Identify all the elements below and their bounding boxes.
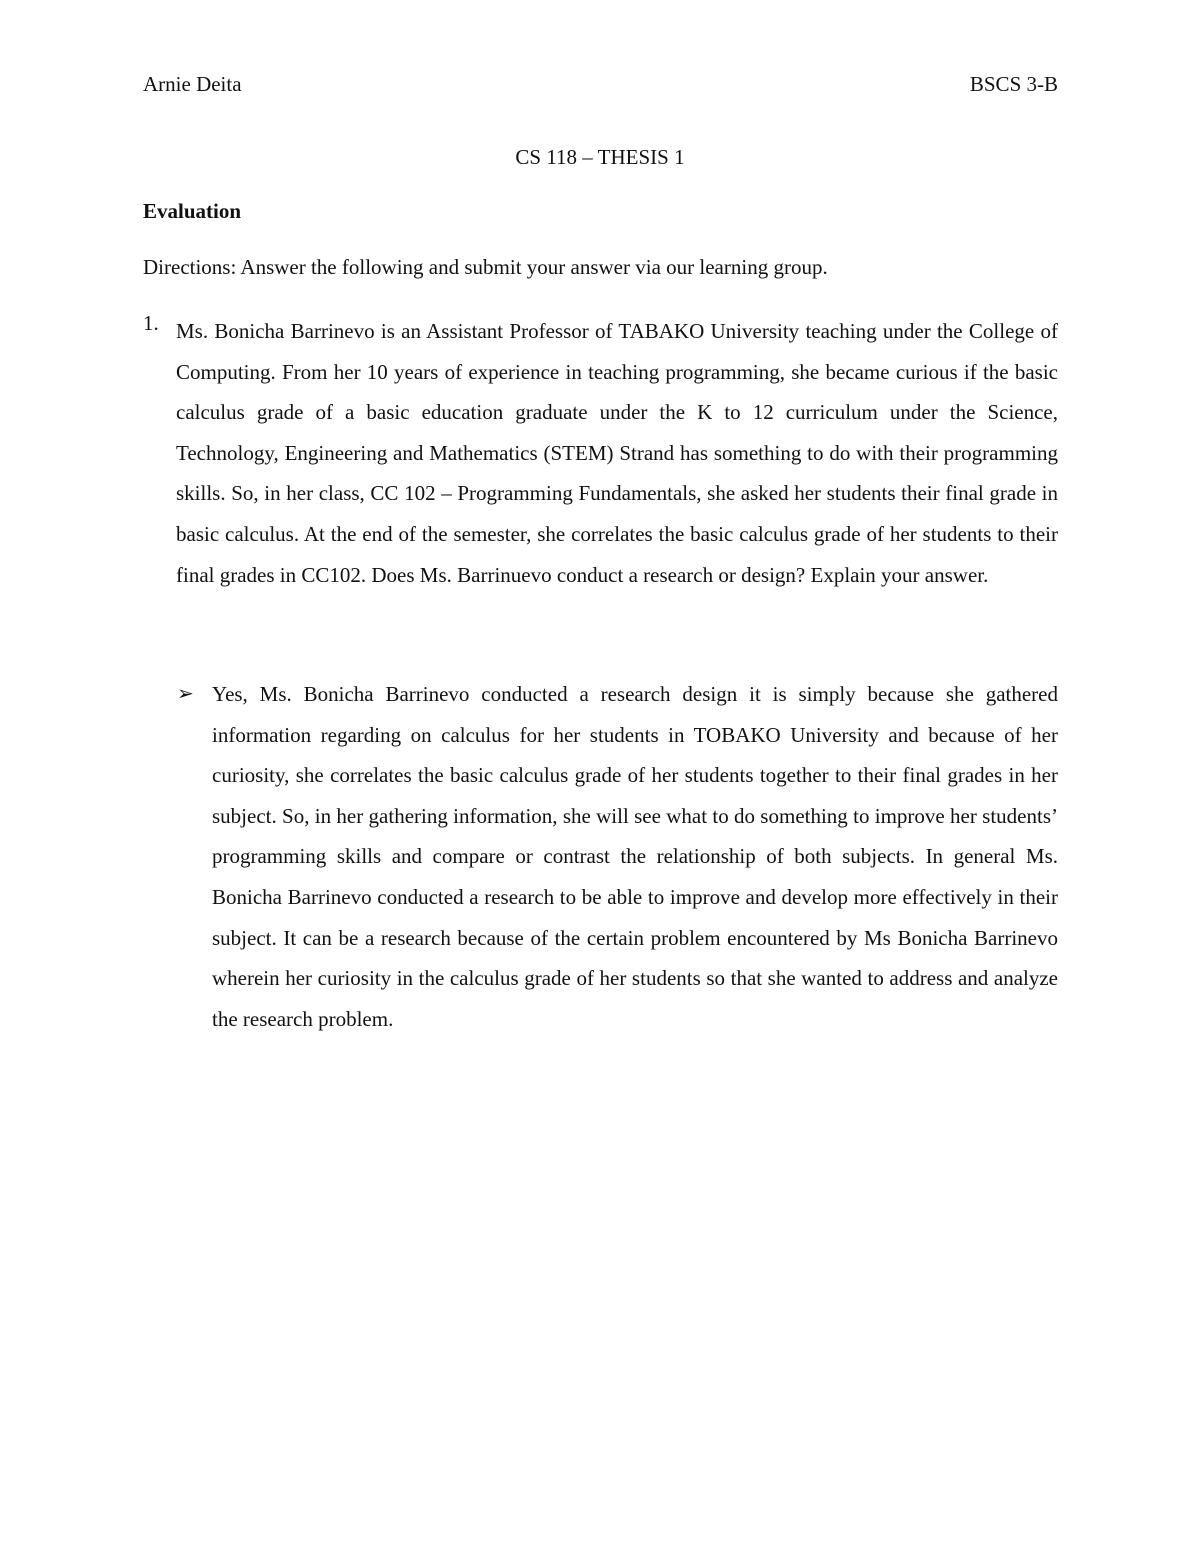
answer-item: [177, 674, 1058, 1039]
directions-text: Directions: Answer the following and submit your answer via our learning group.: [143, 255, 828, 279]
course-title: CS 118 – THESIS 1: [515, 145, 685, 169]
student-section: BSCS 3-B: [969, 72, 1058, 96]
question-item: [143, 311, 1058, 595]
arrow-bullet-icon: ➢: [177, 683, 194, 705]
answer-text: Yes, Ms. Bonicha Barrinevo conducted a research design it is simply because she gathered information regarding on calculus for her students in TOBAKO University and because of her curiosity, she correlates the basic calculus grade of her students together to their final grades in her subject. So, in her gathering information, she will see what to do something to improve her students’ programming skills and compare or contrast the relationship of both subjects. In general Ms. Bonicha Barrinevo conducted a research to be able to improve and develop more effectively in their subject. It can be a research because of the certain problem encountered by Ms Bonicha Barrinevo wherein her curiosity in the calculus grade of her students so that she wanted to address and analyze the research problem.: [212, 682, 1058, 1031]
question-text: Ms. Bonicha Barrinevo is an Assistant Professor of TABAKO University teaching under the College of Computing. From her 10 years of experience in teaching programming, she became curious if the basic calculus grade of a basic education graduate under the K to 12 curriculum under the Science, Technology, Engineering and Mathematics (STEM) Strand has something to do with their programming skills. So, in her class, CC 102 – Programming Fundamentals, she asked her students their final grade in basic calculus. At the end of the semester, she correlates the basic calculus grade of her students to their final grades in CC102. Does Ms. Barrinuevo conduct a research or design? Explain your answer.: [176, 319, 1058, 587]
question-number: 1.: [143, 311, 159, 335]
page-header: [143, 72, 1058, 100]
student-name: Arnie Deita: [143, 72, 242, 96]
section-heading: Evaluation: [143, 199, 242, 223]
